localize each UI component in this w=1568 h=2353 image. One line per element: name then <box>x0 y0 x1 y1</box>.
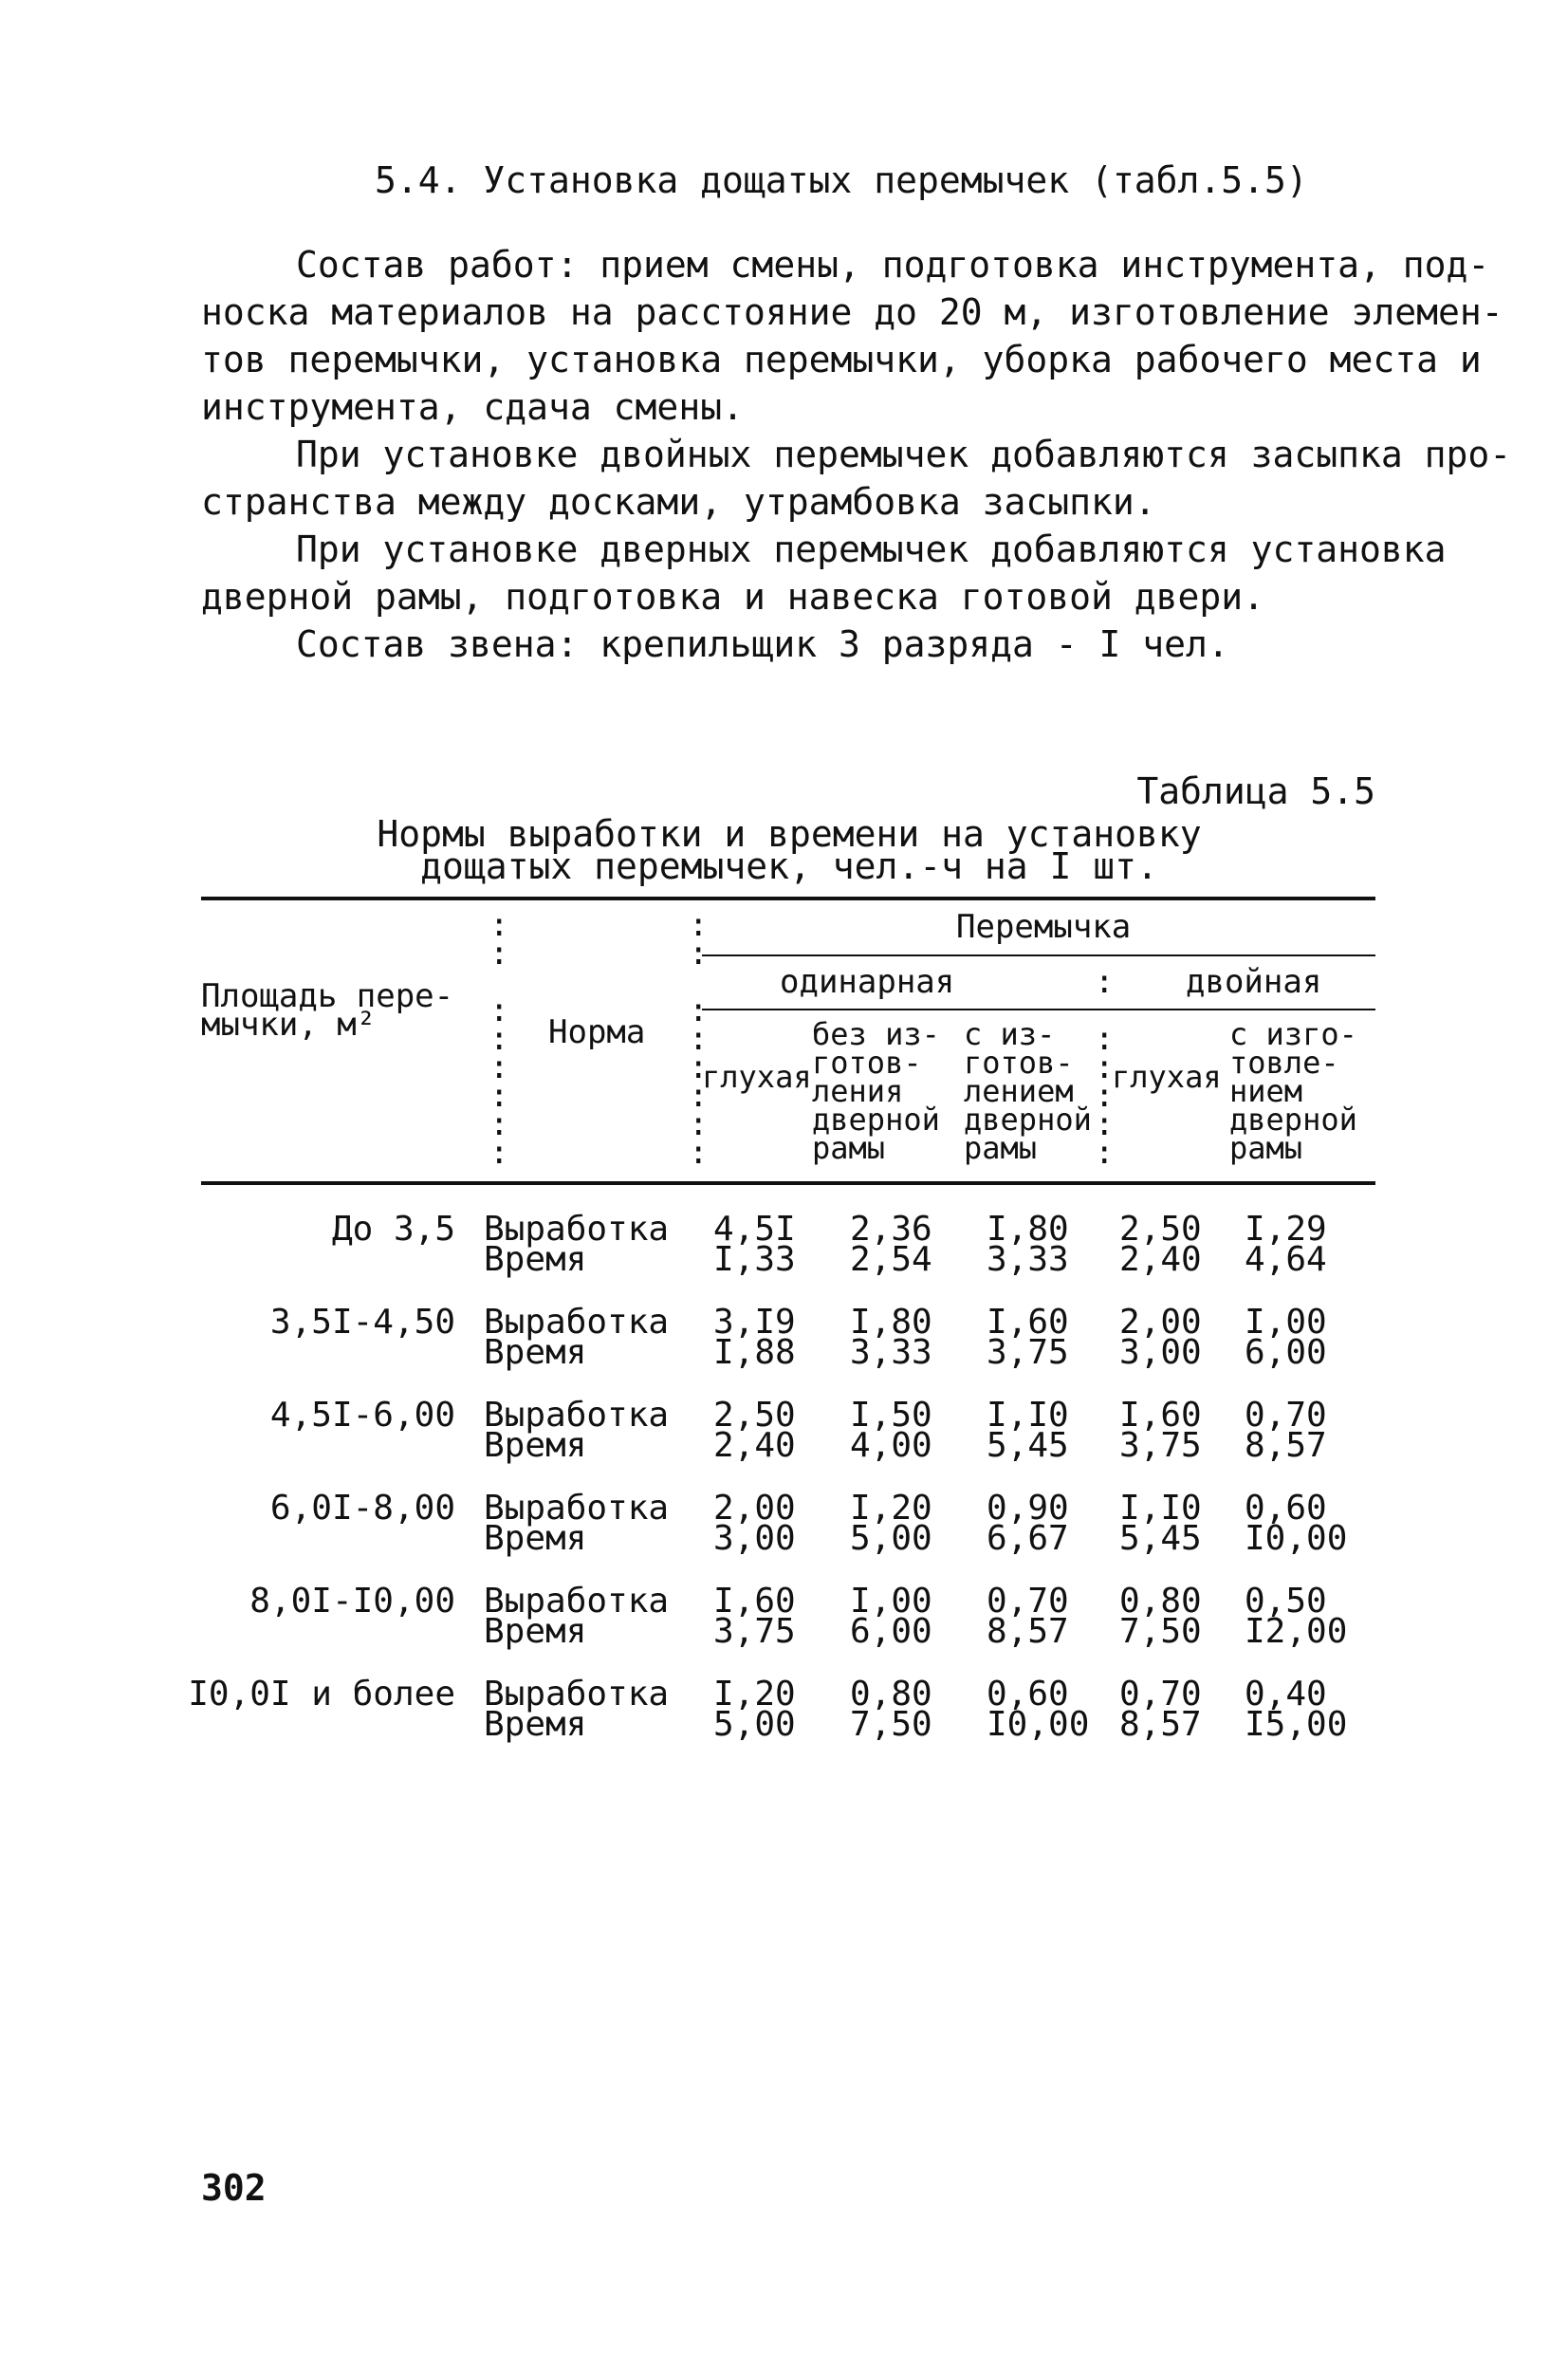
value-cell <box>1245 1396 1327 1465</box>
text-line: носка материалов на расстояние до 20 м, изготовление элемен- <box>201 291 1503 333</box>
table-row <box>0 1675 1568 1772</box>
output-value: I,00 <box>1245 1303 1327 1342</box>
header-bottom-rule <box>201 1181 1375 1185</box>
time-value: I0,00 <box>1245 1519 1348 1558</box>
area-header <box>201 977 454 1044</box>
table-row <box>0 1489 1568 1586</box>
area-header-line: мычки, м² <box>201 1006 377 1044</box>
value-cell <box>713 1675 796 1744</box>
value-cell <box>1119 1396 1202 1465</box>
output-value: 2,50 <box>1119 1210 1202 1249</box>
norm-label: Время <box>484 1333 587 1372</box>
col-head-double-blind <box>1112 1059 1222 1095</box>
output-value: I,50 <box>850 1396 932 1435</box>
col-head-line: рамы <box>812 1130 886 1166</box>
header-sub-rule <box>702 1009 1375 1010</box>
col-head-line: лением <box>964 1073 1074 1109</box>
norm-label: Выработка <box>484 1396 670 1435</box>
time-value: 5,45 <box>1119 1519 1202 1558</box>
time-value: 6,67 <box>987 1519 1069 1558</box>
value-cell <box>987 1582 1069 1651</box>
col-head-line: без из- <box>812 1016 940 1052</box>
output-value: 4,5I <box>713 1210 796 1249</box>
output-value: I,60 <box>987 1303 1069 1342</box>
norm-label: Время <box>484 1426 587 1465</box>
value-cell <box>1245 1303 1327 1372</box>
col-head-line: дверной <box>812 1102 940 1138</box>
norm-label: Выработка <box>484 1582 670 1621</box>
table-row <box>0 1210 1568 1307</box>
output-value: 0,90 <box>987 1489 1069 1528</box>
text-line: Состав работ: прием смены, подготовка инструмента, под- <box>296 244 1490 286</box>
area-header-line: Площадь пере- <box>201 977 454 1015</box>
time-value: I,88 <box>713 1333 796 1372</box>
output-value: I,80 <box>850 1303 932 1342</box>
time-value: 7,50 <box>850 1705 932 1744</box>
time-value: 2,40 <box>1119 1240 1202 1279</box>
norm-label: Время <box>484 1705 587 1744</box>
page-number: 302 <box>201 2167 267 2209</box>
time-value: 3,33 <box>850 1333 932 1372</box>
time-value: 8,57 <box>987 1612 1069 1651</box>
text-line: Состав звена: крепильщик 3 разряда - I чел. <box>296 623 1229 665</box>
time-value: I0,00 <box>987 1705 1090 1744</box>
time-value: 5,00 <box>713 1705 796 1744</box>
value-cell <box>850 1303 932 1372</box>
lintel-group-header: Перемычка <box>956 908 1132 946</box>
caption-line: дощатых перемычек, чел.-ч на I шт. <box>420 845 1158 887</box>
col-head-line: товле- <box>1229 1045 1339 1081</box>
text-line: При установке двойных перемычек добавляются засыпка про- <box>296 434 1512 475</box>
norm-cell <box>484 1489 670 1558</box>
time-value: 7,50 <box>1119 1612 1202 1651</box>
output-value: 0,60 <box>1245 1489 1327 1528</box>
norm-label: Выработка <box>484 1210 670 1249</box>
norm-header: Норма <box>548 1013 646 1051</box>
norm-label: Время <box>484 1519 587 1558</box>
value-cell <box>1119 1489 1202 1558</box>
area-cell: 4,5I-6,00 <box>269 1396 455 1435</box>
output-value: I,29 <box>1245 1210 1327 1249</box>
double-lintel-paragraph <box>201 431 1512 526</box>
column-separator: : : : : : : : : <box>689 906 709 1172</box>
value-cell <box>987 1675 1090 1744</box>
header-sub-rule <box>702 954 1375 956</box>
output-value: 0,70 <box>1245 1396 1327 1435</box>
output-value: I,80 <box>987 1210 1069 1249</box>
text-line: дверной рамы, подготовка и навеска готовой двери. <box>201 576 1265 618</box>
time-value: 6,00 <box>1245 1333 1327 1372</box>
time-value: 3,75 <box>987 1333 1069 1372</box>
value-cell <box>1245 1675 1348 1744</box>
output-value: I,20 <box>713 1675 796 1714</box>
col-head-line: глухая <box>1112 1059 1222 1095</box>
double-lintel-header: двойная <box>1186 963 1322 1001</box>
value-cell <box>987 1489 1069 1558</box>
time-value: 2,40 <box>713 1426 796 1465</box>
time-value: 2,54 <box>850 1240 932 1279</box>
value-cell <box>713 1582 796 1651</box>
time-value: 8,57 <box>1119 1705 1202 1744</box>
time-value: 3,75 <box>713 1612 796 1651</box>
output-value: I,20 <box>850 1489 932 1528</box>
table-row <box>0 1582 1568 1679</box>
value-cell <box>987 1303 1069 1372</box>
area-cell: 3,5I-4,50 <box>269 1303 455 1342</box>
norm-cell <box>484 1303 670 1372</box>
value-cell <box>1245 1210 1327 1279</box>
time-value: 3,00 <box>713 1519 796 1558</box>
norm-label: Выработка <box>484 1675 670 1714</box>
time-value: 5,45 <box>987 1426 1069 1465</box>
time-value: 4,00 <box>850 1426 932 1465</box>
value-cell <box>850 1396 932 1465</box>
output-value: 0,80 <box>850 1675 932 1714</box>
col-head-line: нием <box>1229 1073 1303 1109</box>
time-value: 8,57 <box>1245 1426 1327 1465</box>
section-heading: 5.4. Установка дощатых перемычек (табл.5.5) <box>375 159 1308 201</box>
col-head-line: дверной <box>964 1102 1092 1138</box>
output-value: 0,70 <box>1119 1675 1202 1714</box>
text-line: тов перемычки, установка перемычки, уборка рабочего места и <box>201 339 1482 380</box>
output-value: I,I0 <box>987 1396 1069 1435</box>
value-cell <box>987 1210 1069 1279</box>
col-head-single-without-frame <box>812 1016 940 1166</box>
value-cell <box>850 1582 932 1651</box>
time-value: 3,75 <box>1119 1426 1202 1465</box>
crew-composition-paragraph <box>201 621 1377 668</box>
value-cell <box>713 1210 796 1279</box>
time-value: I5,00 <box>1245 1705 1348 1744</box>
output-value: 0,60 <box>987 1675 1069 1714</box>
caption-line: Нормы выработки и времени на установку <box>377 813 1202 855</box>
norm-label: Время <box>484 1612 587 1651</box>
norm-label: Время <box>484 1240 587 1279</box>
single-lintel-header: одинарная <box>780 963 955 1001</box>
table-caption <box>201 813 1377 887</box>
table-label: Таблица 5.5 <box>1136 770 1375 812</box>
area-cell: До 3,5 <box>331 1210 455 1249</box>
col-head-line: рамы <box>964 1130 1038 1166</box>
col-head-line: готов- <box>812 1045 922 1081</box>
col-head-line: рамы <box>1229 1130 1303 1166</box>
output-value: 0,40 <box>1245 1675 1327 1714</box>
output-value: 0,70 <box>987 1582 1069 1621</box>
table-body <box>0 1210 1568 1772</box>
value-cell <box>1119 1210 1202 1279</box>
col-head-line: ления <box>812 1073 904 1109</box>
col-head-line: дверной <box>1229 1102 1357 1138</box>
value-cell <box>713 1396 796 1465</box>
table-row <box>0 1303 1568 1400</box>
column-separator: : : : : : : : : <box>489 906 509 1172</box>
col-head-double-with-frame <box>1229 1016 1357 1166</box>
output-value: 3,I9 <box>713 1303 796 1342</box>
door-lintel-paragraph <box>201 526 1447 621</box>
time-value: 3,33 <box>987 1240 1069 1279</box>
col-head-line: с из- <box>964 1016 1056 1052</box>
text-line: странства между досками, утрамбовка засыпки. <box>201 481 1156 523</box>
output-value: 0,50 <box>1245 1582 1327 1621</box>
column-separator: : : : : : : <box>1095 963 1115 1172</box>
value-cell <box>1119 1582 1202 1651</box>
output-value: I,60 <box>713 1582 796 1621</box>
time-value: I2,00 <box>1245 1612 1348 1651</box>
area-cell: 6,0I-8,00 <box>269 1489 455 1528</box>
output-value: I,I0 <box>1119 1489 1202 1528</box>
col-head-single-with-frame <box>964 1016 1092 1166</box>
norm-cell <box>484 1210 670 1279</box>
time-value: 5,00 <box>850 1519 932 1558</box>
col-head-single-blind <box>702 1059 812 1095</box>
norm-cell <box>484 1396 670 1465</box>
col-head-line: готов- <box>964 1045 1074 1081</box>
norm-cell <box>484 1675 670 1744</box>
value-cell <box>850 1210 932 1279</box>
value-cell <box>850 1675 932 1744</box>
area-cell: I0,0I и более <box>188 1675 455 1714</box>
time-value: 6,00 <box>850 1612 932 1651</box>
norm-label: Выработка <box>484 1489 670 1528</box>
value-cell <box>1119 1303 1202 1372</box>
table-row <box>0 1396 1568 1493</box>
norm-label: Выработка <box>484 1303 670 1342</box>
value-cell <box>1245 1582 1348 1651</box>
table-top-rule <box>201 897 1375 900</box>
value-cell <box>987 1396 1069 1465</box>
work-composition-paragraph <box>201 241 1503 431</box>
output-value: 2,00 <box>713 1489 796 1528</box>
value-cell <box>713 1303 796 1372</box>
output-value: 2,00 <box>1119 1303 1202 1342</box>
output-value: 2,50 <box>713 1396 796 1435</box>
value-cell <box>850 1489 932 1558</box>
time-value: I,33 <box>713 1240 796 1279</box>
col-head-line: глухая <box>702 1059 812 1095</box>
time-value: 3,00 <box>1119 1333 1202 1372</box>
value-cell <box>1245 1489 1348 1558</box>
area-cell: 8,0I-I0,00 <box>249 1582 455 1621</box>
output-value: I,60 <box>1119 1396 1202 1435</box>
output-value: I,00 <box>850 1582 932 1621</box>
col-head-line: с изго- <box>1229 1016 1357 1052</box>
time-value: 4,64 <box>1245 1240 1327 1279</box>
text-line: При установке дверных перемычек добавляются установка <box>296 528 1447 570</box>
value-cell <box>713 1489 796 1558</box>
output-value: 2,36 <box>850 1210 932 1249</box>
text-line: инструмента, сдача смены. <box>201 386 744 428</box>
norm-cell <box>484 1582 670 1651</box>
output-value: 0,80 <box>1119 1582 1202 1621</box>
value-cell <box>1119 1675 1202 1744</box>
